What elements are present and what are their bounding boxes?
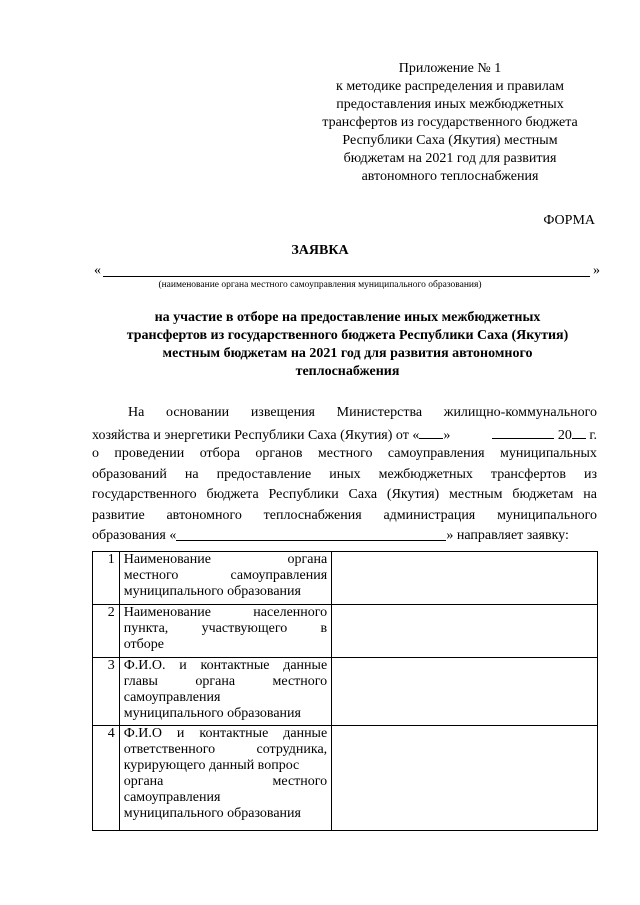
word: местного xyxy=(272,674,328,689)
word: муниципальных xyxy=(499,446,597,461)
paragraph-line xyxy=(92,465,597,486)
table-row xyxy=(93,605,598,658)
paragraph-line xyxy=(92,485,597,506)
word: самоуправления xyxy=(387,446,485,461)
word: сотрудника, xyxy=(256,742,328,757)
organization-name-line xyxy=(94,263,600,279)
word: бюджета xyxy=(206,487,259,502)
table-row xyxy=(93,552,598,605)
subject-line: теплоснабжения xyxy=(295,364,400,379)
word: участвующего xyxy=(201,621,288,636)
form-label: ФОРМА xyxy=(543,213,595,228)
appendix-line: бюджетам на 2021 год для развития xyxy=(343,151,557,166)
word: трансфертов xyxy=(490,466,566,482)
word: данные xyxy=(283,658,328,673)
appendix-line: автономного теплоснабжения xyxy=(361,169,539,184)
word: проведении xyxy=(114,446,185,461)
word: органа xyxy=(195,674,236,689)
word: (Якутия) xyxy=(386,487,440,502)
word: иных xyxy=(329,466,361,482)
day-blank xyxy=(419,424,443,439)
paragraph-line: образования « » направляет заявку: xyxy=(92,528,569,543)
word: и xyxy=(176,726,185,741)
word: из xyxy=(583,466,597,482)
row-value-cell[interactable] xyxy=(332,658,598,726)
word: муниципального xyxy=(497,507,597,523)
appendix-header xyxy=(300,60,600,186)
word: населенного xyxy=(253,605,328,620)
row-label xyxy=(119,605,331,658)
word: Министерства xyxy=(336,405,423,420)
row-label xyxy=(119,658,331,726)
label-line xyxy=(124,674,327,690)
row-number: 2 xyxy=(93,605,120,658)
word: бюджетам xyxy=(512,487,574,502)
word: органов xyxy=(255,446,303,461)
row-value-cell[interactable] xyxy=(332,726,598,831)
appendix-line: к методике распределения и правилам xyxy=(336,79,564,94)
label-line xyxy=(124,605,327,621)
paragraph-line xyxy=(92,506,597,527)
month-blank xyxy=(492,424,554,439)
word: органа xyxy=(287,552,328,567)
word: Ф.И.О xyxy=(123,726,162,741)
label-line xyxy=(124,568,327,584)
word: главы xyxy=(123,674,158,689)
word: предоставление xyxy=(216,466,312,482)
open-quote: « xyxy=(94,263,101,278)
date-fields: 20 г. xyxy=(492,424,597,445)
word: Ф.И.О. xyxy=(123,658,166,673)
row-value-cell[interactable] xyxy=(332,605,598,658)
word: жилищно-коммунального xyxy=(443,405,597,420)
word: органа xyxy=(123,774,164,789)
row-number: 1 xyxy=(93,552,120,605)
word: муниципального образования xyxy=(123,584,301,599)
word: основании xyxy=(165,405,230,420)
subject-line: на участие в отборе на предоставление иных межбюджетных xyxy=(154,310,541,325)
word: местного xyxy=(123,568,179,583)
word: государственного xyxy=(92,487,197,502)
word: муниципального образования xyxy=(123,806,301,821)
body-paragraph xyxy=(92,403,597,547)
label-line xyxy=(124,552,327,568)
word: автономного xyxy=(166,507,242,523)
word: администрация xyxy=(383,507,476,523)
word: теплоснабжения xyxy=(263,507,362,523)
subject-line: местным бюджетам на 2021 год для развития автономного xyxy=(162,346,533,361)
label-line xyxy=(124,774,327,790)
word: контактные xyxy=(200,658,270,673)
document-title: ЗАЯВКА xyxy=(291,243,349,258)
word: извещения xyxy=(250,405,315,420)
word: местного xyxy=(317,446,373,461)
word: самоуправления xyxy=(123,690,221,705)
appendix-line: Приложение № 1 xyxy=(398,61,502,76)
label-line xyxy=(124,621,327,637)
word: Республики xyxy=(268,487,339,502)
subject-line: трансфертов из государственного бюджета Республики Саха (Якутия) xyxy=(126,328,569,343)
word: на xyxy=(184,466,199,482)
appendix-line: Республики Саха (Якутия) местным xyxy=(342,133,558,148)
word: ответственного xyxy=(123,742,216,757)
word: данные xyxy=(283,726,328,741)
word: курирующего данный вопрос xyxy=(123,758,300,773)
close-quote: » xyxy=(593,263,600,278)
appendix-line: предоставления иных межбюджетных xyxy=(336,97,564,112)
paragraph-line xyxy=(92,403,597,424)
year-blank xyxy=(572,424,586,439)
paragraph-line xyxy=(92,444,597,465)
word: местным xyxy=(449,487,503,502)
application-subject xyxy=(95,309,600,381)
word: муниципального образования xyxy=(123,706,301,721)
label-line xyxy=(124,637,327,653)
word: о xyxy=(92,446,99,461)
paragraph-line xyxy=(92,424,597,445)
row-number: 3 xyxy=(93,658,120,726)
word: пункта, xyxy=(123,621,169,636)
word: Наименование xyxy=(123,605,211,620)
label-line xyxy=(124,726,327,742)
word: местного xyxy=(272,774,328,789)
word: развитие xyxy=(92,507,145,523)
label-line xyxy=(124,706,327,722)
paragraph-text: хозяйства и энергетики Республики Саха (Якутия) от « » xyxy=(92,424,450,445)
word: Саха xyxy=(348,487,378,502)
label-line xyxy=(124,758,327,774)
word: самоуправления xyxy=(123,790,221,805)
label-line xyxy=(124,806,327,822)
blank-underline xyxy=(103,276,590,277)
word: отборе xyxy=(123,637,164,652)
label-line xyxy=(124,584,327,600)
label-line xyxy=(124,658,327,674)
word: контактные xyxy=(199,726,269,741)
table-row xyxy=(93,726,598,831)
word: На xyxy=(128,405,145,420)
word: межбюджетных xyxy=(378,466,473,482)
word: на xyxy=(583,487,597,502)
row-number: 4 xyxy=(93,726,120,831)
row-value-cell[interactable] xyxy=(332,552,598,605)
table-row xyxy=(93,658,598,726)
word: Наименование xyxy=(123,552,211,567)
word: самоуправления xyxy=(230,568,328,583)
row-label xyxy=(119,552,331,605)
label-line xyxy=(124,790,327,806)
administration-name-blank xyxy=(176,526,446,541)
appendix-line: трансфертов из государственного бюджета xyxy=(322,115,578,130)
word: образований xyxy=(92,466,167,482)
application-table xyxy=(92,551,598,831)
label-line xyxy=(124,742,327,758)
row-label xyxy=(119,726,331,831)
word: отбора xyxy=(199,446,240,461)
organization-caption: (наименование органа местного самоуправления муниципального образования) xyxy=(158,280,482,290)
word: в xyxy=(320,621,328,636)
word: и xyxy=(179,658,187,673)
label-line xyxy=(124,690,327,706)
